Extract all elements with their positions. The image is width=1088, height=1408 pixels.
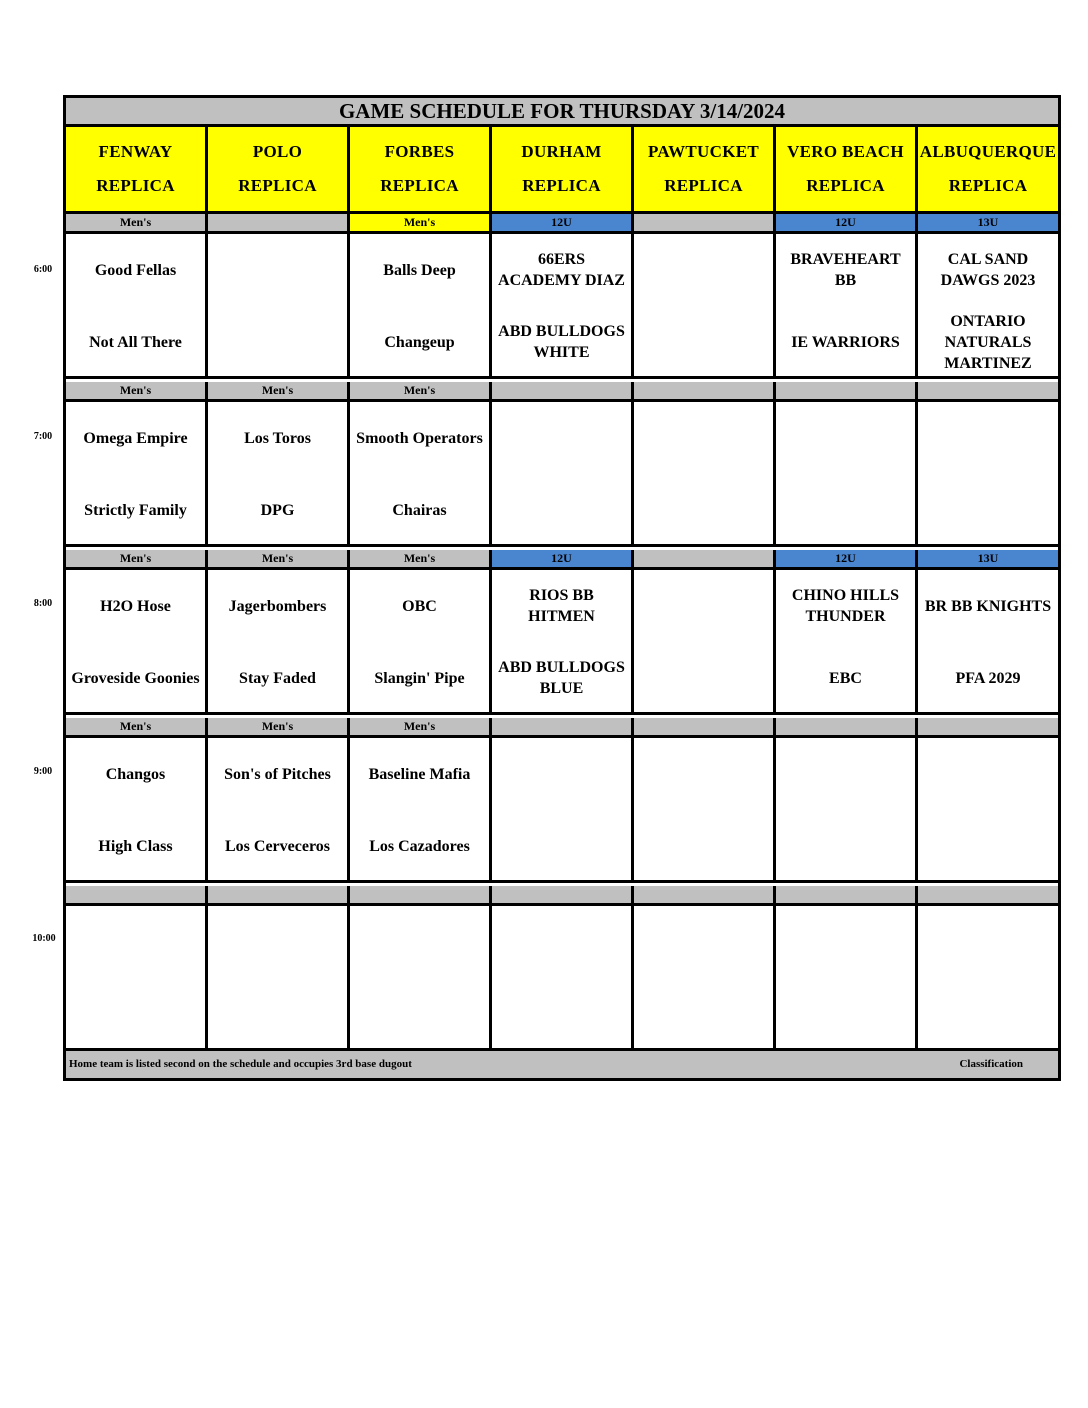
game-cell bbox=[918, 402, 1058, 547]
game-cell bbox=[350, 234, 492, 379]
classification-cell: Men's bbox=[66, 214, 208, 234]
game-cell bbox=[492, 234, 634, 379]
schedule-title: GAME SCHEDULE FOR THURSDAY 3/14/2024 bbox=[66, 98, 1058, 127]
classification-cell bbox=[208, 214, 350, 234]
home-team bbox=[918, 474, 1058, 546]
home-team bbox=[634, 978, 773, 1050]
game-cell bbox=[350, 906, 492, 1051]
field-name: PAWTUCKET bbox=[647, 141, 759, 161]
away-team bbox=[208, 906, 347, 978]
game-cell bbox=[350, 738, 492, 883]
field-name: VERO BEACH bbox=[787, 141, 904, 161]
home-team: Stay Faded bbox=[239, 669, 316, 687]
home-team: Los Cerveceros bbox=[225, 837, 330, 855]
classification-cell: Men's bbox=[66, 382, 208, 402]
time-label: 8:00 bbox=[33, 598, 53, 609]
away-team: OBC bbox=[402, 597, 437, 615]
away-team bbox=[634, 402, 773, 474]
away-team: Son's of Pitches bbox=[224, 765, 331, 783]
game-cell bbox=[66, 906, 208, 1051]
away-team bbox=[208, 234, 347, 306]
game-cell bbox=[66, 738, 208, 883]
game-cell bbox=[492, 738, 634, 883]
footer-bar bbox=[66, 1051, 1058, 1078]
field-type: REPLICA bbox=[806, 176, 885, 196]
home-team bbox=[492, 474, 631, 546]
field-type: REPLICA bbox=[522, 176, 601, 196]
game-cell bbox=[66, 234, 208, 379]
away-team: CHINO HILLS THUNDER bbox=[791, 587, 900, 625]
classification-cell bbox=[350, 886, 492, 906]
classification-cell: 12U bbox=[492, 550, 634, 570]
away-team bbox=[634, 738, 773, 810]
classification-cell: 12U bbox=[492, 214, 634, 234]
classification-cell: Men's bbox=[208, 382, 350, 402]
home-team bbox=[634, 642, 773, 714]
game-cell bbox=[66, 570, 208, 715]
home-team bbox=[634, 810, 773, 882]
away-team bbox=[776, 906, 915, 978]
away-team: Baseline Mafia bbox=[368, 765, 471, 783]
away-team: 66ERS ACADEMY DIAZ bbox=[498, 251, 625, 289]
game-cell bbox=[776, 906, 918, 1051]
game-cell bbox=[776, 402, 918, 547]
game-cell bbox=[208, 234, 350, 379]
classification-cell bbox=[66, 886, 208, 906]
home-team: EBC bbox=[829, 669, 862, 687]
away-team: Smooth Operators bbox=[356, 429, 483, 447]
home-team bbox=[918, 810, 1058, 882]
away-team bbox=[492, 402, 631, 474]
classification-cell: Men's bbox=[350, 718, 492, 738]
classification-cell: 13U bbox=[918, 214, 1058, 234]
field-header-albuquerque bbox=[918, 127, 1058, 214]
classification-cell: 12U bbox=[776, 214, 918, 234]
field-header-forbes bbox=[350, 127, 492, 214]
classification-cell bbox=[634, 550, 776, 570]
game-cell bbox=[634, 570, 776, 715]
home-team bbox=[350, 978, 489, 1050]
field-type: REPLICA bbox=[948, 176, 1028, 196]
time-label: 6:00 bbox=[33, 264, 53, 275]
home-team: High Class bbox=[98, 837, 173, 855]
schedule-table bbox=[63, 95, 1061, 1081]
away-team bbox=[918, 738, 1058, 810]
classification-cell bbox=[634, 718, 776, 738]
game-cell bbox=[918, 906, 1058, 1051]
away-team bbox=[776, 402, 915, 474]
game-cell bbox=[492, 906, 634, 1051]
away-team: Changos bbox=[105, 765, 166, 783]
classification-cell bbox=[634, 382, 776, 402]
classification-cell bbox=[776, 382, 918, 402]
classification-cell: Men's bbox=[208, 718, 350, 738]
classification-cell bbox=[208, 886, 350, 906]
home-team: Chairas bbox=[392, 501, 447, 519]
away-team: Jagerbombers bbox=[228, 597, 327, 615]
classification-cell bbox=[492, 718, 634, 738]
away-team: BR BB KNIGHTS bbox=[924, 597, 1052, 615]
away-team: Omega Empire bbox=[83, 429, 188, 447]
game-cell bbox=[66, 402, 208, 547]
classification-cell bbox=[776, 718, 918, 738]
away-team bbox=[492, 738, 631, 810]
classification-cell: Men's bbox=[208, 550, 350, 570]
away-team: Balls Deep bbox=[383, 261, 456, 279]
field-header-pawtucket bbox=[634, 127, 776, 214]
game-cell bbox=[918, 234, 1058, 379]
home-team bbox=[492, 810, 631, 882]
game-cell bbox=[350, 570, 492, 715]
classification-cell: Men's bbox=[350, 214, 492, 234]
away-team: CAL SAND DAWGS 2023 bbox=[940, 251, 1036, 289]
away-team bbox=[634, 234, 773, 306]
classification-cell bbox=[776, 886, 918, 906]
home-team: ONTARIO NATURALS MARTINEZ bbox=[944, 312, 1032, 372]
home-team bbox=[918, 978, 1058, 1050]
classification-cell bbox=[634, 214, 776, 234]
home-team bbox=[634, 306, 773, 378]
away-team bbox=[350, 906, 489, 978]
away-team: RIOS BB HITMEN bbox=[528, 587, 595, 625]
time-label: 10:00 bbox=[32, 933, 56, 944]
home-team: Slangin' Pipe bbox=[374, 669, 465, 687]
game-cell bbox=[918, 738, 1058, 883]
game-cell bbox=[208, 738, 350, 883]
home-team: Strictly Family bbox=[84, 501, 187, 519]
classification-cell bbox=[492, 382, 634, 402]
classification-legend-label: Classification bbox=[959, 1058, 1023, 1070]
away-team bbox=[918, 402, 1058, 474]
away-team bbox=[918, 906, 1058, 978]
home-team: Changeup bbox=[384, 333, 455, 351]
game-cell bbox=[634, 402, 776, 547]
time-label: 7:00 bbox=[33, 431, 53, 442]
field-name: DURHAM bbox=[521, 141, 602, 161]
game-cell bbox=[634, 906, 776, 1051]
classification-cell: 12U bbox=[776, 550, 918, 570]
game-cell bbox=[776, 234, 918, 379]
game-cell bbox=[208, 570, 350, 715]
classification-cell: Men's bbox=[66, 550, 208, 570]
away-team bbox=[66, 906, 205, 978]
away-team bbox=[634, 570, 773, 642]
classification-cell bbox=[918, 886, 1058, 906]
away-team: BRAVEHEART BB bbox=[790, 251, 901, 289]
game-cell bbox=[492, 402, 634, 547]
time-label: 9:00 bbox=[33, 766, 53, 777]
game-cell bbox=[634, 234, 776, 379]
game-cell bbox=[776, 570, 918, 715]
field-type: REPLICA bbox=[664, 176, 743, 196]
field-name: POLO bbox=[252, 141, 303, 161]
game-cell bbox=[634, 738, 776, 883]
game-cell bbox=[208, 402, 350, 547]
classification-cell bbox=[918, 382, 1058, 402]
home-team: ABD BULLDOGS BLUE bbox=[498, 659, 625, 697]
home-team bbox=[66, 978, 205, 1050]
field-type: REPLICA bbox=[380, 176, 459, 196]
away-team bbox=[776, 738, 915, 810]
game-cell bbox=[350, 402, 492, 547]
classification-cell bbox=[634, 886, 776, 906]
game-cell bbox=[492, 570, 634, 715]
game-cell bbox=[208, 906, 350, 1051]
footer-note: Home team is listed second on the schedule and occupies 3rd base dugout bbox=[69, 1058, 412, 1070]
field-type: REPLICA bbox=[238, 176, 317, 196]
home-team: PFA 2029 bbox=[955, 669, 1021, 687]
home-team bbox=[492, 978, 631, 1050]
home-team bbox=[776, 474, 915, 546]
away-team: Good Fellas bbox=[94, 261, 177, 279]
away-team bbox=[634, 906, 773, 978]
classification-cell: Men's bbox=[350, 382, 492, 402]
field-name: FENWAY bbox=[98, 141, 173, 161]
classification-cell: 13U bbox=[918, 550, 1058, 570]
home-team: Groveside Goonies bbox=[71, 669, 200, 687]
field-name: FORBES bbox=[384, 141, 455, 161]
classification-cell: Men's bbox=[66, 718, 208, 738]
home-team bbox=[776, 810, 915, 882]
home-team bbox=[776, 978, 915, 1050]
field-name: ALBUQUERQUE bbox=[919, 141, 1057, 161]
classification-cell bbox=[492, 886, 634, 906]
game-cell bbox=[776, 738, 918, 883]
field-header-polo bbox=[208, 127, 350, 214]
field-header-durham bbox=[492, 127, 634, 214]
home-team bbox=[208, 978, 347, 1050]
home-team: ABD BULLDOGS WHITE bbox=[498, 323, 625, 361]
home-team: Not All There bbox=[89, 333, 182, 351]
field-header-vero-beach bbox=[776, 127, 918, 214]
home-team bbox=[634, 474, 773, 546]
home-team bbox=[208, 306, 347, 378]
classification-cell bbox=[918, 718, 1058, 738]
home-team: IE WARRIORS bbox=[791, 333, 900, 351]
away-team: H2O Hose bbox=[100, 597, 171, 615]
field-header-fenway bbox=[66, 127, 208, 214]
field-type: REPLICA bbox=[96, 176, 175, 196]
home-team: DPG bbox=[260, 501, 295, 519]
game-cell bbox=[918, 570, 1058, 715]
home-team: Los Cazadores bbox=[369, 837, 470, 855]
classification-cell: Men's bbox=[350, 550, 492, 570]
away-team bbox=[492, 906, 631, 978]
away-team: Los Toros bbox=[244, 429, 311, 447]
